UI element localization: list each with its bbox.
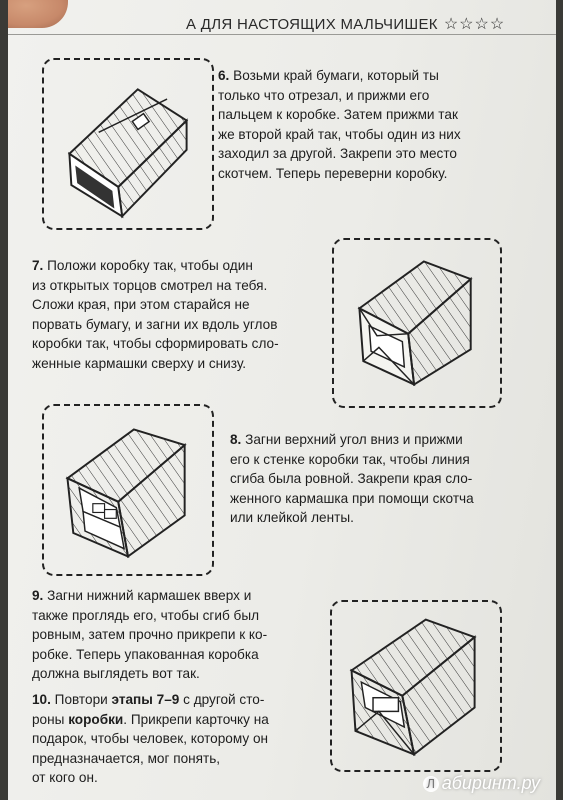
step-6-line-5: заходил за другой. Закрепи это место [218,146,457,161]
step-6-line-6: скотчем. Теперь переверни коробку. [218,165,448,181]
illustration-step-6 [42,58,214,230]
star-rating-icon: ☆☆☆☆ [443,16,506,33]
step-10-line-2-tail: . Прикрепи карточку на [123,711,269,727]
step-10-text [32,690,332,788]
step-7-line-6: женные кармашки сверху и снизу. [32,355,247,371]
step-10-line-4: предназначается, мог понять, [32,750,221,766]
step-10-number: 10. [32,692,51,707]
step-9-line-4: робке. Теперь упакованная коробка [32,646,259,662]
step-7-line-3: Сложи края, при этом старайся не [32,297,250,312]
step-8-line-5: или клейкой ленты. [230,510,354,525]
illustration-step-8 [42,404,214,576]
step-7-number: 7. [32,258,44,273]
wrapped-box-illustration [334,240,500,406]
step-6-line-3: пальцем к коробке. Затем прижми так [218,107,458,122]
wrapped-box-illustration [332,602,500,770]
book-page [8,0,556,800]
step-8-line-1: Загни верхний угол вниз и прижми [245,432,463,447]
step-10-line-1-pre: Повтори [50,692,112,707]
step-8-line-4: женного кармашка при помощи скотча [230,490,474,506]
step-6-line-4: же второй край так, чтобы один из них [218,126,461,142]
step-10-line-5: от кого он. [32,770,98,785]
step-8-number: 8. [230,432,242,447]
step-10-line-2-bold: коробки [68,711,124,727]
step-10-line-1-tail: с другой сто- [179,692,265,707]
step-6-line-2: только что отрезал, и прижми его [218,87,430,103]
step-6-number: 6. [218,68,230,83]
header-divider [8,34,556,35]
step-7-text [32,256,332,373]
watermark [423,773,540,794]
step-9-line-2: также проглядь его, чтобы сгиб был [32,607,260,623]
step-7-line-4: порвать бумагу, и загни их вдоль углов [32,316,278,332]
step-6-text [218,66,548,183]
step-7-line-5: коробки так, чтобы сформировать сло- [32,336,279,351]
labirint-logo-icon: Л [423,776,439,792]
step-8-line-3: сгиба была ровной. Закрепи края сло- [230,471,473,486]
step-10-line-3: подарок, чтобы человек, которому он [32,731,269,746]
step-9-line-3: ровным, затем прочно прикрепи к ко- [32,627,268,642]
step-9-line-5: должна выглядеть вот так. [32,666,200,681]
step-9-number: 9. [32,588,44,603]
illustration-step-7 [332,238,502,408]
wrapped-box-illustration [44,60,212,228]
wrapped-box-illustration [44,406,212,574]
step-6-line-1: Возьми край бумаги, который ты [233,68,439,83]
step-7-line-1: Положи коробку так, чтобы один [47,258,253,273]
step-10-line-1-bold: этапы 7–9 [111,692,180,707]
thumb [8,0,68,28]
header-title: А ДЛЯ НАСТОЯЩИХ МАЛЬЧИШЕК [186,16,438,33]
step-9-line-1: Загни нижний кармашек вверх и [47,588,252,603]
step-9-text [32,586,332,684]
step-7-line-2: из открытых торцов смотрел на тебя. [32,277,268,293]
step-8-text [230,430,550,528]
step-10-line-2-pre: роны [32,711,69,727]
watermark-text: абиринт.ру [441,773,540,793]
page-header [186,14,546,34]
illustration-step-9 [330,600,502,772]
step-8-line-2: его к стенке коробки так, чтобы линия [230,451,470,467]
